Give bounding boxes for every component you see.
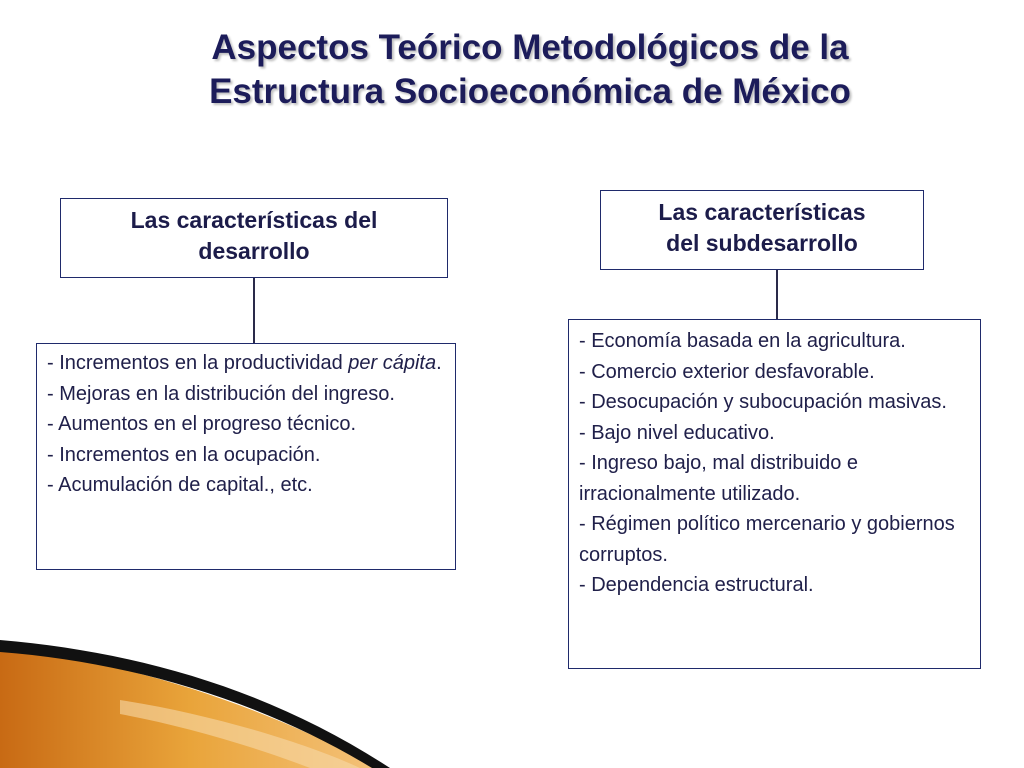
desarrollo-connector <box>253 278 255 343</box>
desarrollo-item-3: - Aumentos en el progreso técnico. <box>47 413 357 435</box>
title-line-1: Aspectos Teórico Metodológicos de la <box>211 28 849 67</box>
per-capita-text: per cápita <box>348 352 437 374</box>
subdesarrollo-item-1: - Economía basada en la agricultura. <box>579 330 906 352</box>
desarrollo-item-4: - Incrementos en la ocupación. <box>47 443 321 466</box>
desarrollo-header-line-2: desarrollo <box>198 238 310 264</box>
title-line-2: Estructura Socioeconómica de México <box>209 72 851 111</box>
subdesarrollo-connector <box>776 270 778 319</box>
subdesarrollo-item-6: - Régimen político mercenario y gobiernos corruptos. <box>579 513 955 566</box>
subdesarrollo-header-box <box>600 190 924 270</box>
page-title <box>100 26 960 114</box>
subdesarrollo-item-5: - Ingreso bajo, mal distribuido e irracionalmente utilizado. <box>579 452 859 505</box>
desarrollo-item-5: - Acumulación de capital., etc. <box>47 474 313 496</box>
desarrollo-header-box <box>60 198 448 278</box>
subdesarrollo-item-4: - Bajo nivel educativo. <box>579 421 775 444</box>
subdesarrollo-header-line-2: del subdesarrollo <box>666 230 858 256</box>
desarrollo-header-line-1: Las características del <box>130 207 378 233</box>
desarrollo-item-1: - Incrementos en la productividad per cápita. <box>47 352 442 374</box>
subdesarrollo-item-7: - Dependencia estructural. <box>579 574 814 596</box>
subdesarrollo-item-2: - Comercio exterior desfavorable. <box>579 360 875 383</box>
subdesarrollo-item-3: - Desocupación y subocupación masivas. <box>579 391 947 413</box>
desarrollo-list-box <box>36 343 456 570</box>
desarrollo-item-2: - Mejoras en la distribución del ingreso. <box>47 382 395 405</box>
subdesarrollo-list-box <box>568 319 981 669</box>
subdesarrollo-header-line-1: Las características <box>658 199 866 225</box>
